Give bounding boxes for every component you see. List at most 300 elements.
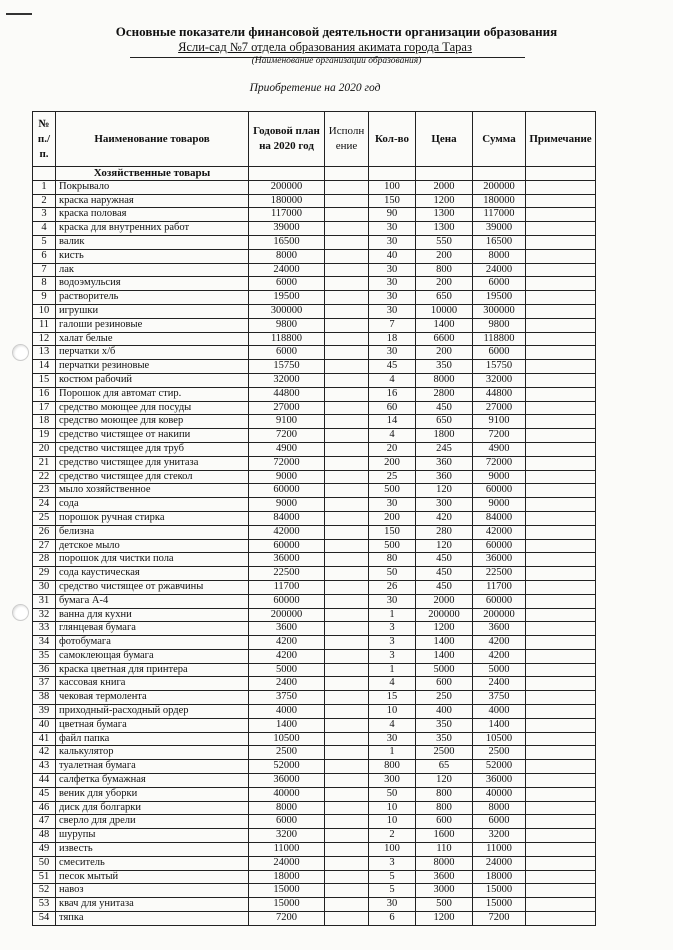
row-number: 13	[33, 346, 56, 360]
item-name: перчатки х/б	[56, 346, 249, 360]
quantity: 150	[369, 525, 416, 539]
table-row	[33, 346, 596, 360]
item-name: игрушки	[56, 304, 249, 318]
note	[526, 553, 596, 567]
item-name: краска половая	[56, 208, 249, 222]
note	[526, 360, 596, 374]
sum: 2400	[473, 677, 526, 691]
annual-plan: 3200	[249, 829, 325, 843]
execution	[325, 815, 369, 829]
item-name: средство моющее для ковер	[56, 415, 249, 429]
table-row	[33, 636, 596, 650]
sum: 40000	[473, 787, 526, 801]
price: 200	[416, 277, 473, 291]
execution	[325, 898, 369, 912]
price: 1200	[416, 912, 473, 926]
annual-plan: 84000	[249, 511, 325, 525]
row-number: 32	[33, 608, 56, 622]
table-row	[33, 746, 596, 760]
quantity: 18	[369, 332, 416, 346]
row-number: 51	[33, 870, 56, 884]
annual-plan: 40000	[249, 787, 325, 801]
quantity: 10	[369, 705, 416, 719]
row-number: 46	[33, 801, 56, 815]
row-number: 14	[33, 360, 56, 374]
execution	[325, 580, 369, 594]
quantity: 45	[369, 360, 416, 374]
execution	[325, 636, 369, 650]
annual-plan: 52000	[249, 760, 325, 774]
annual-plan: 4900	[249, 442, 325, 456]
row-number: 21	[33, 456, 56, 470]
quantity: 6	[369, 912, 416, 926]
quantity: 14	[369, 415, 416, 429]
execution	[325, 332, 369, 346]
sum: 5000	[473, 663, 526, 677]
row-number: 54	[33, 912, 56, 926]
price: 650	[416, 415, 473, 429]
note	[526, 235, 596, 249]
item-name: кисть	[56, 249, 249, 263]
table-row	[33, 332, 596, 346]
section-title: Хозяйственные товары	[56, 167, 249, 181]
sum: 36000	[473, 553, 526, 567]
quantity: 4	[369, 718, 416, 732]
item-name: краска цветная для принтера	[56, 663, 249, 677]
sum: 52000	[473, 760, 526, 774]
price: 350	[416, 718, 473, 732]
quantity: 7	[369, 318, 416, 332]
quantity: 1	[369, 663, 416, 677]
row-number: 33	[33, 622, 56, 636]
quantity: 800	[369, 760, 416, 774]
row-number: 11	[33, 318, 56, 332]
annual-plan: 5000	[249, 663, 325, 677]
item-name: средство чистящее для стекол	[56, 470, 249, 484]
sum: 200000	[473, 180, 526, 194]
item-name: Порошок для автомат стир.	[56, 387, 249, 401]
table-row	[33, 249, 596, 263]
row-number: 5	[33, 235, 56, 249]
annual-plan: 10500	[249, 732, 325, 746]
table-row	[33, 484, 596, 498]
note	[526, 456, 596, 470]
note	[526, 856, 596, 870]
table-row	[33, 470, 596, 484]
execution	[325, 525, 369, 539]
annual-plan: 9000	[249, 470, 325, 484]
note	[526, 843, 596, 857]
item-name: халат белые	[56, 332, 249, 346]
execution	[325, 843, 369, 857]
note	[526, 705, 596, 719]
sum: 180000	[473, 194, 526, 208]
row-number: 34	[33, 636, 56, 650]
table-row	[33, 843, 596, 857]
price: 65	[416, 760, 473, 774]
item-name: сверло для дрели	[56, 815, 249, 829]
item-name: перчатки резиновые	[56, 360, 249, 374]
table-row	[33, 263, 596, 277]
table-row	[33, 498, 596, 512]
quantity: 30	[369, 222, 416, 236]
note	[526, 774, 596, 788]
item-name: средство чистящее от ржавчины	[56, 580, 249, 594]
item-name: средство чистящее для труб	[56, 442, 249, 456]
annual-plan: 7200	[249, 912, 325, 926]
table-row	[33, 732, 596, 746]
row-number: 50	[33, 856, 56, 870]
execution	[325, 456, 369, 470]
annual-plan: 16500	[249, 235, 325, 249]
execution	[325, 884, 369, 898]
note	[526, 580, 596, 594]
row-number: 1	[33, 180, 56, 194]
quantity: 150	[369, 194, 416, 208]
execution	[325, 222, 369, 236]
row-number: 39	[33, 705, 56, 719]
annual-plan: 4200	[249, 649, 325, 663]
row-number: 19	[33, 429, 56, 443]
annual-plan: 15000	[249, 898, 325, 912]
row-number: 15	[33, 373, 56, 387]
execution	[325, 291, 369, 305]
quantity: 30	[369, 594, 416, 608]
execution	[325, 208, 369, 222]
item-name: чековая термолента	[56, 691, 249, 705]
price: 360	[416, 456, 473, 470]
table-row	[33, 870, 596, 884]
item-name: диск для болгарки	[56, 801, 249, 815]
table-row	[33, 691, 596, 705]
item-name: тяпка	[56, 912, 249, 926]
table-row	[33, 511, 596, 525]
price: 200	[416, 346, 473, 360]
annual-plan: 200000	[249, 180, 325, 194]
note	[526, 787, 596, 801]
table-row	[33, 663, 596, 677]
note	[526, 608, 596, 622]
quantity: 15	[369, 691, 416, 705]
quantity: 100	[369, 180, 416, 194]
quantity: 100	[369, 843, 416, 857]
note	[526, 194, 596, 208]
row-number: 20	[33, 442, 56, 456]
row-number: 45	[33, 787, 56, 801]
note	[526, 291, 596, 305]
annual-plan: 4200	[249, 636, 325, 650]
price: 800	[416, 801, 473, 815]
quantity: 25	[369, 470, 416, 484]
sum: 8000	[473, 249, 526, 263]
table-row	[33, 787, 596, 801]
execution	[325, 553, 369, 567]
col-header-execution: Исполн ение	[325, 112, 369, 167]
price: 450	[416, 553, 473, 567]
annual-plan: 6000	[249, 346, 325, 360]
quantity: 5	[369, 884, 416, 898]
annual-plan: 4000	[249, 705, 325, 719]
execution	[325, 774, 369, 788]
annual-plan: 32000	[249, 373, 325, 387]
quantity: 30	[369, 304, 416, 318]
execution	[325, 801, 369, 815]
item-name: средство чистящее от накипи	[56, 429, 249, 443]
table-row	[33, 401, 596, 415]
sum: 72000	[473, 456, 526, 470]
price: 110	[416, 843, 473, 857]
annual-plan: 6000	[249, 277, 325, 291]
col-header-sum: Сумма	[473, 112, 526, 167]
quantity: 3	[369, 649, 416, 663]
item-name: шурупы	[56, 829, 249, 843]
note	[526, 401, 596, 415]
row-number: 22	[33, 470, 56, 484]
quantity: 10	[369, 801, 416, 815]
quantity: 16	[369, 387, 416, 401]
table-row	[33, 208, 596, 222]
col-header-plan: Годовой план на 2020 год	[249, 112, 325, 167]
note	[526, 567, 596, 581]
row-number: 8	[33, 277, 56, 291]
sum: 24000	[473, 263, 526, 277]
quantity: 30	[369, 898, 416, 912]
annual-plan: 9800	[249, 318, 325, 332]
row-number: 29	[33, 567, 56, 581]
table-row	[33, 525, 596, 539]
price: 120	[416, 539, 473, 553]
price: 1300	[416, 222, 473, 236]
table-row	[33, 442, 596, 456]
table-row	[33, 553, 596, 567]
price: 450	[416, 580, 473, 594]
sum: 4200	[473, 636, 526, 650]
item-name: навоз	[56, 884, 249, 898]
note	[526, 442, 596, 456]
item-name: детское мыло	[56, 539, 249, 553]
quantity: 3	[369, 856, 416, 870]
note	[526, 332, 596, 346]
sum: 200000	[473, 608, 526, 622]
price: 200	[416, 249, 473, 263]
price: 450	[416, 567, 473, 581]
sum: 16500	[473, 235, 526, 249]
table-row	[33, 456, 596, 470]
sum: 117000	[473, 208, 526, 222]
annual-plan: 36000	[249, 774, 325, 788]
punch-hole	[12, 604, 29, 621]
note	[526, 429, 596, 443]
row-number: 18	[33, 415, 56, 429]
annual-plan: 2500	[249, 746, 325, 760]
row-number: 4	[33, 222, 56, 236]
quantity: 50	[369, 787, 416, 801]
sum: 18000	[473, 870, 526, 884]
sum: 9000	[473, 470, 526, 484]
note	[526, 263, 596, 277]
execution	[325, 318, 369, 332]
document-subtitle: Приобретение на 2020 год	[249, 82, 381, 94]
annual-plan: 24000	[249, 856, 325, 870]
sum: 24000	[473, 856, 526, 870]
execution	[325, 235, 369, 249]
item-name: мыло хозяйственное	[56, 484, 249, 498]
item-name: туалетная бумага	[56, 760, 249, 774]
price: 1400	[416, 636, 473, 650]
sum: 3600	[473, 622, 526, 636]
annual-plan: 27000	[249, 401, 325, 415]
note	[526, 498, 596, 512]
execution	[325, 718, 369, 732]
annual-plan: 118800	[249, 332, 325, 346]
item-name: бумага А-4	[56, 594, 249, 608]
annual-plan: 9100	[249, 415, 325, 429]
sum: 27000	[473, 401, 526, 415]
sum: 60000	[473, 484, 526, 498]
execution	[325, 760, 369, 774]
table-row	[33, 856, 596, 870]
execution	[325, 594, 369, 608]
annual-plan: 200000	[249, 608, 325, 622]
row-number: 9	[33, 291, 56, 305]
sum: 7200	[473, 912, 526, 926]
item-name: салфетка бумажная	[56, 774, 249, 788]
sum: 15750	[473, 360, 526, 374]
row-number: 43	[33, 760, 56, 774]
annual-plan: 72000	[249, 456, 325, 470]
execution	[325, 539, 369, 553]
row-number: 53	[33, 898, 56, 912]
note	[526, 829, 596, 843]
table-row	[33, 567, 596, 581]
note	[526, 484, 596, 498]
purchases-table	[32, 111, 596, 926]
execution	[325, 387, 369, 401]
item-name: средство моющее для посуды	[56, 401, 249, 415]
annual-plan: 2400	[249, 677, 325, 691]
note	[526, 691, 596, 705]
item-name: квач для унитаза	[56, 898, 249, 912]
execution	[325, 608, 369, 622]
row-number: 27	[33, 539, 56, 553]
execution	[325, 912, 369, 926]
annual-plan: 24000	[249, 263, 325, 277]
quantity: 90	[369, 208, 416, 222]
annual-plan: 18000	[249, 870, 325, 884]
item-name: сода каустическая	[56, 567, 249, 581]
execution	[325, 401, 369, 415]
note	[526, 346, 596, 360]
annual-plan: 22500	[249, 567, 325, 581]
sum: 9100	[473, 415, 526, 429]
quantity: 30	[369, 346, 416, 360]
quantity: 1	[369, 608, 416, 622]
execution	[325, 622, 369, 636]
price: 300	[416, 498, 473, 512]
table-row	[33, 677, 596, 691]
sum: 1400	[473, 718, 526, 732]
quantity: 200	[369, 456, 416, 470]
table-row	[33, 815, 596, 829]
table-row	[33, 718, 596, 732]
quantity: 200	[369, 511, 416, 525]
note	[526, 746, 596, 760]
execution	[325, 732, 369, 746]
note	[526, 539, 596, 553]
sum: 4900	[473, 442, 526, 456]
table-row	[33, 649, 596, 663]
row-number: 2	[33, 194, 56, 208]
annual-plan: 60000	[249, 539, 325, 553]
quantity: 3	[369, 622, 416, 636]
row-number: 35	[33, 649, 56, 663]
punch-hole	[12, 344, 29, 361]
item-name: известь	[56, 843, 249, 857]
quantity: 80	[369, 553, 416, 567]
quantity: 4	[369, 429, 416, 443]
note	[526, 594, 596, 608]
execution	[325, 856, 369, 870]
sum: 9000	[473, 498, 526, 512]
annual-plan: 7200	[249, 429, 325, 443]
execution	[325, 567, 369, 581]
item-name: глянцевая бумага	[56, 622, 249, 636]
note	[526, 636, 596, 650]
item-name: галоши резиновые	[56, 318, 249, 332]
execution	[325, 829, 369, 843]
table-row	[33, 373, 596, 387]
annual-plan: 42000	[249, 525, 325, 539]
price: 1400	[416, 318, 473, 332]
sum: 11000	[473, 843, 526, 857]
table-row	[33, 194, 596, 208]
sum: 300000	[473, 304, 526, 318]
row-number: 37	[33, 677, 56, 691]
annual-plan: 3750	[249, 691, 325, 705]
quantity: 300	[369, 774, 416, 788]
sum: 11700	[473, 580, 526, 594]
sum: 8000	[473, 801, 526, 815]
price: 1300	[416, 208, 473, 222]
row-number: 52	[33, 884, 56, 898]
execution	[325, 249, 369, 263]
item-name: костюм рабочий	[56, 373, 249, 387]
col-header-number: № п./п.	[33, 112, 56, 167]
execution	[325, 484, 369, 498]
table-row	[33, 277, 596, 291]
table-row	[33, 387, 596, 401]
note	[526, 525, 596, 539]
item-name: калькулятор	[56, 746, 249, 760]
quantity: 1	[369, 746, 416, 760]
price: 6600	[416, 332, 473, 346]
row-number: 7	[33, 263, 56, 277]
quantity: 40	[369, 249, 416, 263]
note	[526, 677, 596, 691]
execution	[325, 649, 369, 663]
row-number: 40	[33, 718, 56, 732]
table-row	[33, 912, 596, 926]
price: 1600	[416, 829, 473, 843]
table-row	[33, 622, 596, 636]
execution	[325, 705, 369, 719]
price: 600	[416, 677, 473, 691]
top-dash	[6, 13, 32, 15]
price: 350	[416, 732, 473, 746]
table-row	[33, 594, 596, 608]
price: 280	[416, 525, 473, 539]
col-header-note: Примечание	[526, 112, 596, 167]
